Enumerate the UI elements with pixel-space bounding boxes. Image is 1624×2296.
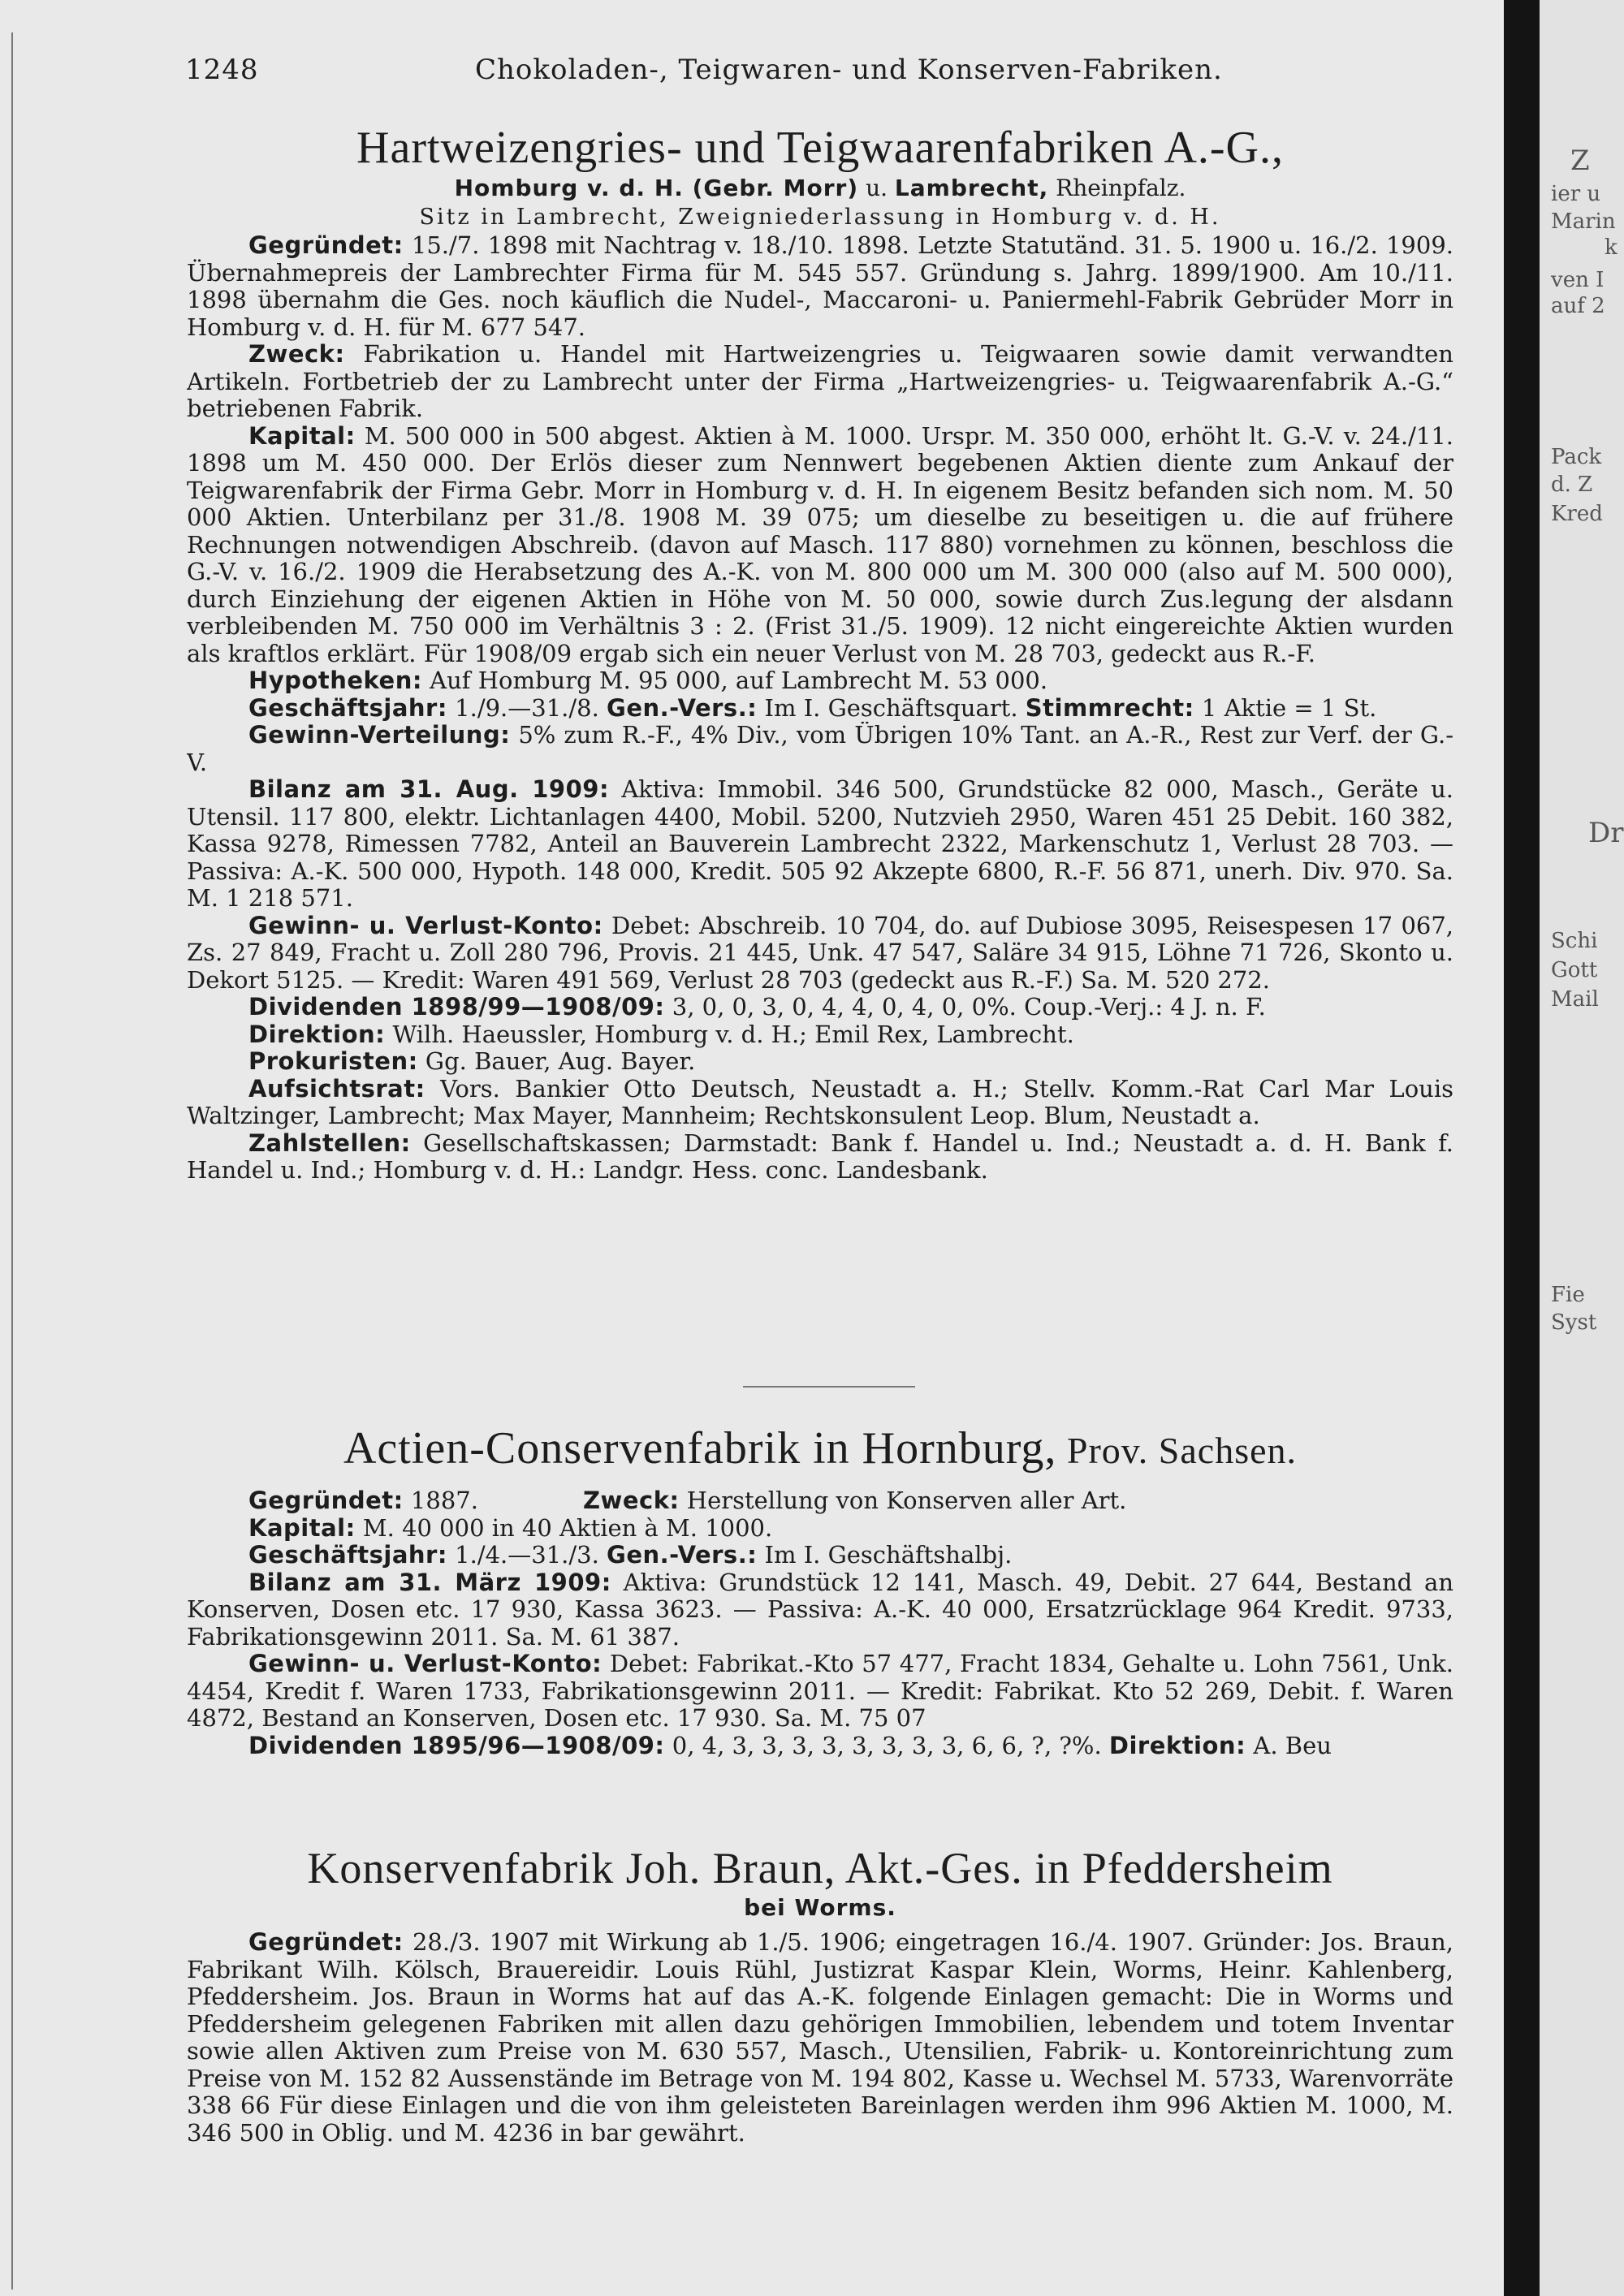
text: 1./4.—31./3.: [447, 1542, 607, 1569]
text: Herstellung von Konserven aller Art.: [679, 1487, 1127, 1514]
paragraph-gewinn-verlust: [187, 913, 1453, 995]
subtitle-bold: Homburg v. d. H. (Gebr. Morr): [454, 175, 859, 201]
company-entry-braun: [187, 1843, 1453, 2147]
adjacent-page-fragment: Syst: [1551, 1310, 1597, 1335]
adjacent-page-fragment: Kred: [1551, 502, 1603, 526]
paragraph-hypotheken: [187, 667, 1453, 695]
company-title: Hartweizengries- und Teigwaarenfabriken A.-G.,: [356, 123, 1284, 173]
label: Gewinn- u. Verlust-Konto:: [248, 1651, 603, 1677]
label: Gewinn- u. Verlust-Konto:: [248, 912, 603, 939]
label: Zweck:: [583, 1487, 680, 1514]
text: 1./9.—31./8.: [447, 694, 607, 722]
paragraph-kapital: [187, 423, 1453, 668]
subtitle-region: Rheinpfalz.: [1048, 175, 1186, 201]
label: Kapital:: [248, 1514, 356, 1542]
company-subtitle: [187, 174, 1453, 203]
text: Aktiva: Immobil. 346 500, Grundstücke 82 000, Masch., Geräte u. Utensil. 117 800, elektr. Lichtanlagen 4400, Mobil. 5200, Nutzvieh 2950, Waren 451 25 Debit. 160 382, Kassa 9278, Rimessen 7782, Anteil an Bauverein Lambrecht 2322, Markenschutz 1, Verlust 28 703. — Passiva: A.-K. 500 000, Hypoth. 148 000, Kredit. 505 92 Akzepte 6800, R.-F. 56 871, unerh. Div. 970. Sa. M. 1 218 571.: [187, 776, 1453, 912]
title-region: Prov. Sachsen.: [1056, 1430, 1298, 1471]
text: Im I. Geschäftshalbj.: [757, 1542, 1013, 1569]
label: Dividenden 1898/99—1908/09:: [248, 994, 665, 1021]
label: Geschäftsjahr:: [248, 1542, 447, 1569]
text: Fabrikation u. Handel mit Hartweizengries u. Teigwaaren sowie damit verwandten Artikeln. Fortbetrieb der zu Lambrecht unter der Firma „Hartweizengries- u. Teigwaarenfabrik A.-G.“ betriebenen Fabrik.: [187, 341, 1453, 422]
text: M. 500 000 in 500 abgest. Aktien à M. 1000. Urspr. M. 350 000, erhöht lt. G.-V. v. 24./11. 1898 um M. 450 000. Der Erlös dieser zum Nennwert begebenen Aktien diente zum Ankauf der Teigwarenfabrik der Firma Gebr. Morr in Homburg v. d. H. In eigenem Besitz befanden sich nom. M. 50 000 Aktien. Unterbilanz per 31./8. 1908 M. 39 075; um dieselbe zu beseitigen u. die auf frühere Rechnungen notwendigen Abschreib. (davon auf Masch. 117 880) vornehmen zu können, beschloss die G.-V. v. 16./2. 1909 die Herabsetzung des A.-K. von M. 800 000 um M. 300 000 (also auf M. 500 000), durch Einziehung der eigenen Aktien in Höhe von M. 50 000, sowie durch Zus.legung der alsdann verbleibenden M. 750 000 im Verhältnis 3 : 2. (Frist 31./5. 1909). 12 nicht eingereichte Aktien wurden als kraftlos erklärt. Für 1908/09 ergab sich ein neuer Verlust von M. 28 703, gedeckt aus R.-F.: [187, 422, 1453, 667]
adjacent-page-fragment: auf 2: [1551, 294, 1605, 318]
company-entry-hartweizengries: [187, 122, 1453, 1185]
label: Bilanz am 31. März 1909:: [248, 1569, 611, 1596]
paragraph-gegruendet: [187, 1929, 1453, 2147]
adjacent-page-fragment: Fie: [1551, 1283, 1585, 1307]
text: Vors. Bankier Otto Deutsch, Neustadt a. H.; Stellv. Komm.-Rat Carl Mar Louis Waltzinger, Lambrecht; Max Mayer, Mannheim; Rechtskonsulent Leop. Blum, Neustadt a.: [187, 1075, 1453, 1129]
label: Gegründet:: [248, 232, 404, 259]
adjacent-page-fragment: Dr: [1588, 817, 1624, 849]
label: Hypotheken:: [248, 667, 422, 694]
text: 1 Aktie = 1 St.: [1194, 694, 1377, 722]
label: Dividenden 1895/96—1908/09:: [248, 1732, 665, 1759]
page-number: 1248: [185, 54, 259, 86]
text: M. 40 000 in 40 Aktien à M. 1000.: [355, 1514, 773, 1542]
entry-body: [187, 1487, 1453, 1759]
adjacent-page-fragment: Z: [1570, 145, 1590, 177]
text: Auf Homburg M. 95 000, auf Lambrecht M. 53 000.: [421, 667, 1048, 694]
text: 28./3. 1907 mit Wirkung ab 1./5. 1906; eingetragen 16./4. 1907. Gründer: Jos. Braun, Fabrikant Wilh. Kölsch, Brauereidir. Louis Rühl, Justizrat Kaspar Klein, Worms, Heinr. Kahlenberg, Pfeddersheim. Jos. Braun in Worms hat auf das A.-K. folgende Einlagen gemacht: Die in Worms und Pfeddersheim gelegenen Fabriken mit allen dazu gehörigen Immobilien, lebendem und totem Inventar sowie allen Aktiven zum Preise von M. 630 557, Masch., Utensilien, Fabrik- u. Kontoreinrichtung zum Preise von M. 152 82 Aussenstände im Betrage von M. 194 802, Kasse u. Wechsel M. 5733, Warenvorräte 338 66 Für diese Einlagen und die von ihm geleisteten Bareinlagen werden ihm 996 Aktien M. 1000, M. 346 500 in Oblig. und M. 4236 in bar gewährt.: [187, 1929, 1453, 2147]
label: Gewinn-Verteilung:: [248, 722, 511, 749]
company-subtitle: [187, 1893, 1453, 1923]
paragraph-gegruendet: [187, 232, 1453, 341]
label: Bilanz am 31. Aug. 1909:: [248, 776, 610, 803]
subtitle-connector: u.: [858, 175, 895, 201]
section-divider: [743, 1386, 915, 1388]
adjacent-page-fragment: Pack: [1551, 445, 1602, 469]
paragraph-dividenden: [187, 1733, 1453, 1760]
paragraph-aufsichtsrat: [187, 1076, 1453, 1130]
label: Gen.-Vers.:: [607, 1542, 758, 1569]
adjacent-page-fragment: Marin: [1551, 209, 1616, 234]
label: Zahlstellen:: [248, 1129, 411, 1157]
label: Aufsichtsrat:: [248, 1075, 425, 1103]
text: 3, 0, 0, 3, 0, 4, 4, 0, 4, 0, 0%. Coup.-Verj.: 4 J. n. F.: [664, 994, 1266, 1021]
label: Kapital:: [248, 422, 356, 450]
company-title: [187, 1422, 1453, 1474]
text: Wilh. Haeussler, Homburg v. d. H.; Emil Rex, Lambrecht.: [385, 1021, 1074, 1048]
company-entry-hornburg: [187, 1422, 1453, 1759]
entry-body: [187, 1929, 1453, 2147]
text: 1887.: [403, 1487, 584, 1514]
label: Gegründet:: [248, 1929, 404, 1956]
paragraph-bilanz: [187, 1569, 1453, 1651]
paragraph-zahlstellen: [187, 1130, 1453, 1185]
text: Im I. Geschäftsquart.: [757, 694, 1026, 722]
text: Gg. Bauer, Aug. Bayer.: [417, 1048, 696, 1075]
paragraph-gewinn-verteilung: [187, 722, 1453, 776]
label: Gen.-Vers.:: [607, 694, 758, 722]
text: A. Beu: [1246, 1732, 1332, 1759]
entry-body: [187, 232, 1453, 1185]
paragraph-bilanz: [187, 776, 1453, 913]
label: Geschäftsjahr:: [248, 694, 447, 722]
binding-gutter: [1504, 0, 1540, 2296]
paragraph-gewinn-verlust: [187, 1651, 1453, 1733]
text: Aktiva: Grundstück 12 141, Masch. 49, Debit. 27 644, Bestand an Konserven, Dosen etc. 17 930, Kassa 3623. — Passiva: A.-K. 40 000, Ersatzrücklage 964 Kredit. 9733, Fabrikationsgewinn 2011. Sa. M. 61 387.: [187, 1569, 1453, 1651]
paragraph-zweck: [187, 341, 1453, 423]
paragraph-geschaeftsjahr: [187, 695, 1453, 723]
text: 0, 4, 3, 3, 3, 3, 3, 3, 3, 3, 6, 6, ?, ?%.: [664, 1732, 1109, 1759]
label: Stimmrecht:: [1025, 694, 1194, 722]
label: Gegründet:: [248, 1487, 404, 1514]
adjacent-page-fragment: ven I: [1551, 268, 1605, 292]
adjacent-page-fragment: d. Z: [1551, 473, 1593, 497]
company-title: Konservenfabrik Joh. Braun, Akt.-Ges. in Pfeddersheim: [307, 1844, 1333, 1892]
paragraph-kapital: [187, 1515, 1453, 1543]
paragraph-prokuristen: [187, 1048, 1453, 1076]
paragraph-direktion: [187, 1021, 1453, 1049]
text: Debet: Fabrikat.-Kto 57 477, Fracht 1834, Gehalte u. Lohn 7561, Unk. 4454, Kredit f. Waren 1733, Fabrikationsgewinn 2011. — Kredit: Fabrikat. Kto 52 269, Debit. f. Waren 4872, Bestand an Konserven, Dosen etc. 17 930. Sa. M. 75 07: [187, 1651, 1453, 1732]
adjacent-page-fragment: Mail: [1551, 987, 1599, 1012]
adjacent-page-fragment: k: [1605, 235, 1618, 260]
text: 15./7. 1898 mit Nachtrag v. 18./10. 1898. Letzte Statutänd. 31. 5. 1900 u. 16./2. 1909. Übernahmepreis der Lambrechter Firma für M. 545 557. Gründung s. Jahrg. 1899/1900. Am 10./11. 1898 übernahm die Ges. noch käuflich die Nudel-, Maccaroni- u. Paniermehl-Fabrik Gebrüder Morr in Homburg v. d. H. für M. 677 547.: [187, 232, 1453, 341]
paragraph-dividenden: [187, 994, 1453, 1021]
subtitle-bold: bei Worms.: [744, 1894, 896, 1921]
paragraph-geschaeftsjahr: [187, 1542, 1453, 1569]
label: Direktion:: [1108, 1732, 1246, 1759]
text: Gesellschaftskassen; Darmstadt: Bank f. Handel u. Ind.; Neustadt a. d. H. Bank f. Handel u. Ind.; Homburg v. d. H.: Landgr. Hess. conc. Landesbank.: [187, 1129, 1453, 1184]
label: Prokuristen:: [248, 1048, 418, 1075]
label: Zweck:: [248, 341, 345, 368]
subtitle-bold-2: Lambrecht,: [894, 175, 1049, 201]
adjacent-page-fragment: Schi: [1551, 929, 1598, 953]
adjacent-page-fragment: ier u: [1551, 182, 1601, 206]
running-title: Chokoladen-, Teigwaren- und Konserven-Fabriken.: [475, 54, 1223, 86]
company-seat: Sitz in Lambrecht, Zweigniederlassung in Homburg v. d. H.: [419, 205, 1221, 230]
paragraph-gegruendet: [187, 1487, 1453, 1515]
page-edge-line: [11, 32, 13, 2290]
adjacent-page: [1540, 0, 1624, 2296]
text: Debet: Abschreib. 10 704, do. auf Dubiose 3095, Reisespesen 17 067, Zs. 27 849, Fracht u. Zoll 280 796, Provis. 21 445, Unk. 47 547, Saläre 34 915, Löhne 71 726, Skonto u. Dekort 5125. — Kredit: Waren 491 569, Verlust 28 703 (gedeckt aus R.-F.) Sa. M. 520 272.: [187, 912, 1453, 994]
title-main: Actien-Conservenfabrik in Hornburg,: [343, 1423, 1057, 1474]
adjacent-page-fragment: Gott: [1551, 958, 1598, 982]
label: Direktion:: [248, 1021, 386, 1048]
text: 5% zum R.-F., 4% Div., vom Übrigen 10% Tant. an A.-R., Rest zur Verf. der G.-V.: [187, 722, 1453, 776]
